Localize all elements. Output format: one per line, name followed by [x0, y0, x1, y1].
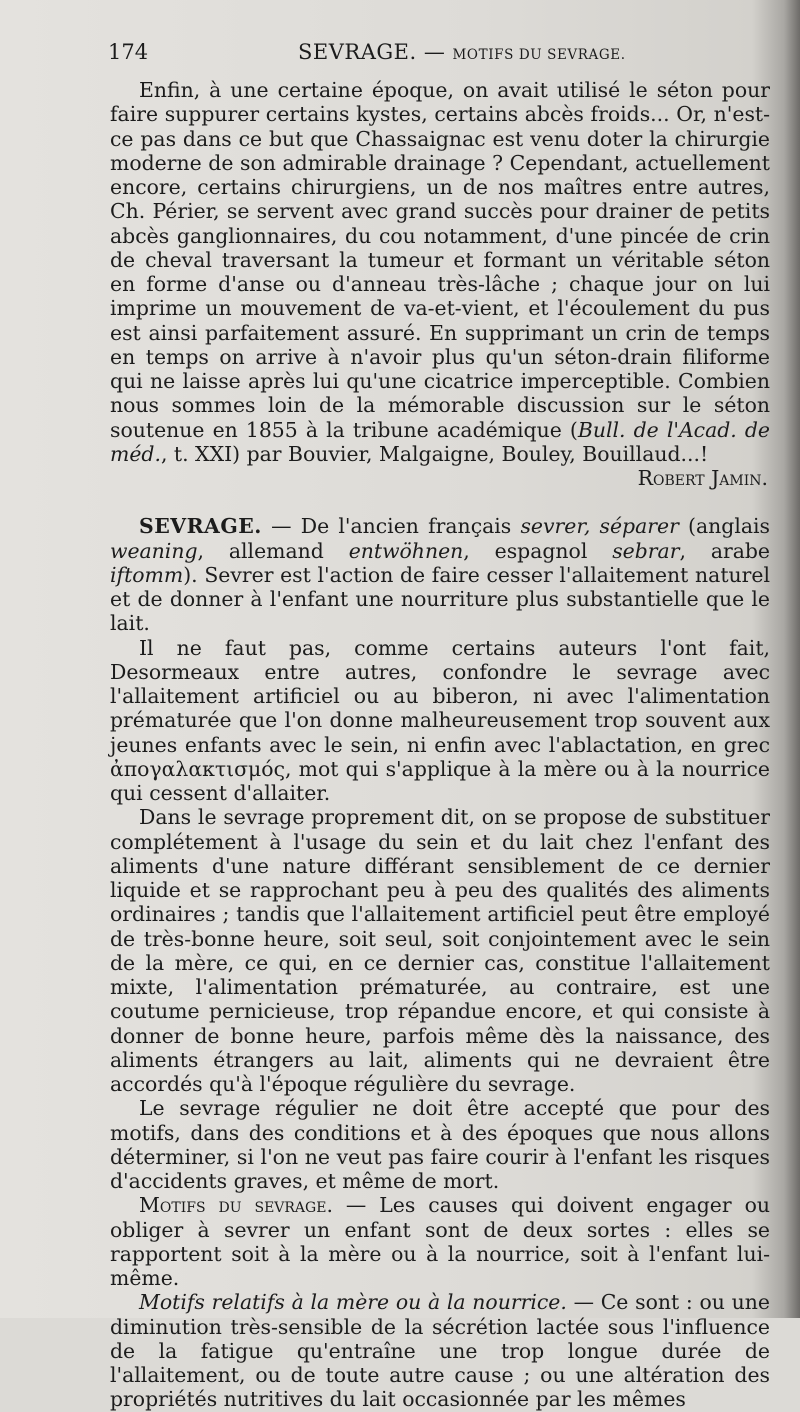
running-header	[108, 40, 778, 72]
paragraph-definition: Dans le sevrage proprement dit, on se propose de substituer complétement à l'usage du sein et du lait chez l'enfant des aliments d'une nature différant sensiblement de ce dernier liquide et se rapprochant peu à peu des qualités des aliments ordinaires ; tandis que l'allaitement artificiel peut être employé de très-bonne heure, soit seul, soit conjointement avec le sein de la mère, ce qui, en ce dernier cas, constitue l'allaitement mixte, l'alimentation prématurée, au contraire, est une coutume pernicieuse, trop répandue encore, et qui consiste à donner de bonne heure, parfois même dès la naissance, des aliments étrangers au lait, aliments qui ne devraient être accordés qu'à l'époque régulière du sevrage.	[110, 805, 770, 1096]
entry-text-1: (anglais	[678, 514, 771, 539]
section-heading-motifs-mother: Motifs relatifs à la mère ou à la nourrice.	[139, 1290, 567, 1315]
running-title	[298, 40, 626, 64]
entry-word-french: sevrer, séparer	[520, 514, 679, 539]
running-title-sep: —	[416, 40, 453, 64]
entry-word-german: entwöhnen	[348, 538, 464, 563]
entry-word-spanish: sebrar	[612, 538, 680, 563]
signature-text: Robert Jamin.	[637, 466, 768, 490]
entry-text-0: — De l'ancien français	[261, 514, 521, 539]
author-signature	[110, 466, 770, 490]
entry-text-5: ). Sevrer est l'action de faire cesser l'allaitement naturel et de donner à l'enfant une nourriture plus substantielle que le lait.	[110, 562, 770, 636]
paragraph-motifs	[110, 1193, 770, 1290]
paragraph-motifs-mother	[110, 1290, 770, 1411]
page-number: 174	[108, 40, 149, 64]
paragraph-motifs-text: — Les causes qui doivent engager ou obliger à sevrer un enfant sont de deux sortes : elles se rapportent soit à la mère ou à la nourrice, soit à l'enfant lui-même.	[110, 1193, 770, 1290]
paragraph-distinction: Il ne faut pas, comme certains auteurs l'ont fait, Desormeaux entre autres, confondre le sevrage avec l'allaitement artificiel ou au biberon, ni avec l'alimentation prématurée que l'on donne malheureusement trop souvent aux jeunes enfants avec le sein, ni enfin avec l'ablactation, en grec ἀπογαλακτισμός, mot qui s'applique à la mère ou à la nourrice qui cessent d'allaiter.	[110, 635, 770, 805]
entry-text-4: , arabe	[679, 538, 770, 563]
running-title-sub: MOTIFS DU SEVRAGE.	[452, 47, 626, 63]
entry-word-arabic: iftomm	[110, 562, 184, 587]
running-title-main: SEVRAGE.	[298, 40, 417, 64]
entry-word-english: weaning	[110, 538, 198, 563]
paragraph-seton	[110, 78, 770, 466]
entry-text-3: , espagnol	[463, 538, 613, 563]
section-heading-motifs: Motifs du sevrage.	[139, 1193, 333, 1218]
entry-sevrage	[110, 514, 770, 635]
paragraph-regular-weaning: Le sevrage régulier ne doit être accepté que pour des motifs, dans des conditions et à des époques que nous allons déterminer, si l'on ne veut pas faire courir à l'enfant les risques d'accidents graves, et même de mort.	[110, 1096, 770, 1193]
paragraph-seton-text-a: Enfin, à une certaine époque, on avait utilisé le séton pour faire suppurer certains kystes, certains abcès froids... Or, n'est-ce pas dans ce but que Chassaignac est venu doter la chirurgie moderne de son admirable drainage ? Cependant, actuellement encore, certains chirurgiens, un de nos maîtres entre autres, Ch. Périer, se servent avec grand succès pour drainer de petits abcès ganglionnaires, du cou notamment, d'une pincée de crin de cheval traversant la tumeur et formant un véritable séton en forme d'anse ou d'anneau très-lâche ; chaque jour on lui imprime un mouvement de va-et-vient, et l'écoulement du pus est ainsi parfaitement assuré. En supprimant un crin de temps en temps on arrive à n'avoir plus qu'un séton-drain filiforme qui ne laisse après lui qu'une cicatrice imperceptible. Combien nous sommes loin de la mémorable discussion sur le séton soutenue en 1855 à la tribune académique (	[110, 78, 770, 442]
entry-text-2: , allemand	[197, 538, 349, 563]
entry-headword: SEVRAGE.	[139, 514, 262, 539]
page-body	[110, 78, 770, 1412]
paragraph-seton-text-b: , t. XXI) par Bouvier, Malgaigne, Bouley, Bouillaud...!	[160, 441, 709, 466]
bibliographic-reference: Bull. de l'Acad. de méd.	[110, 417, 771, 466]
paragraph-motifs-mother-text: — Ce sont : ou une diminution très-sensible de la sécrétion lactée sous l'influence de la fatigue qu'entraîne une trop longue durée de l'allaitement, ou de toute autre cause ; ou une altération des propriétés nutritives du lait occasionnée par les mêmes	[110, 1290, 770, 1412]
